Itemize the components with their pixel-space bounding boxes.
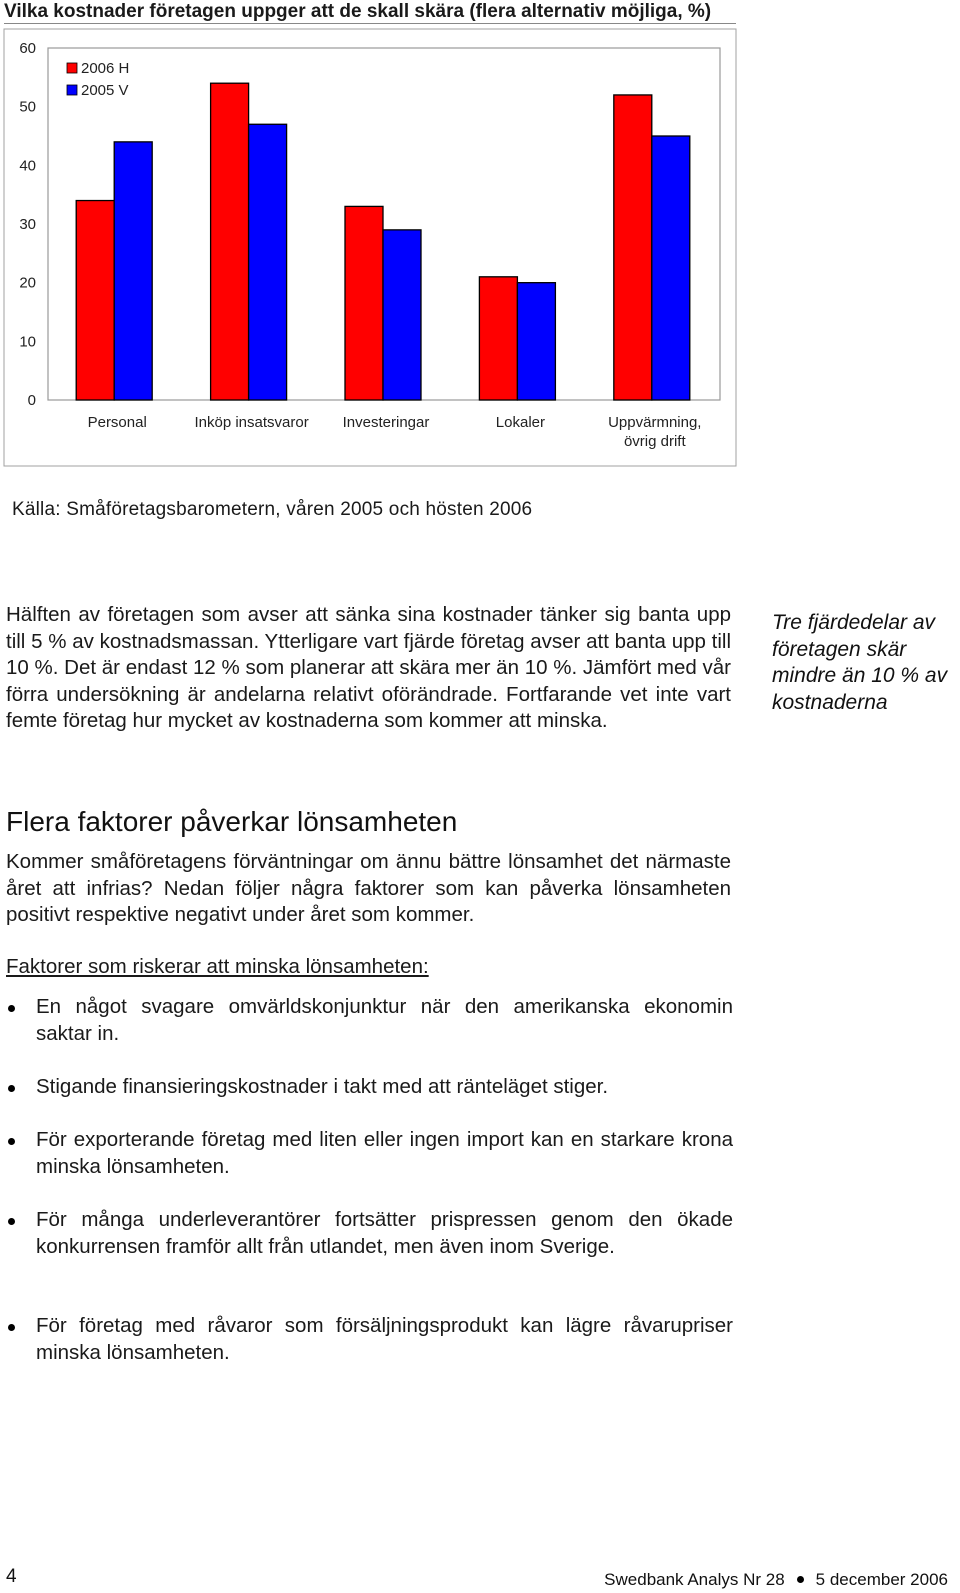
y-tick-label: 10 [19,333,36,351]
bullet-icon [8,1218,15,1225]
page-number: 4 [6,1566,17,1587]
publication-date: 5 december 2006 [815,1570,948,1589]
bar [614,95,652,400]
bar [383,230,421,400]
bullet-icon [8,1085,15,1092]
bar [652,136,690,400]
list-item-text: För många underleverantörer fortsätter prispressen genom den ökade konkurrensen framför allt från utlandet, men även inom Sverige. [36,1208,733,1258]
bullet-icon [8,1005,15,1012]
intro-paragraph: Hälften av företagen som avser att sänka sina kostnader tänker sig banta upp till 5 % av kostnadsmassan. Ytterligare vart fjärde företag avser att banta upp till 10 %. Det är endast 12 % som planerar att skära mer än 10 %. Jämfört med vår förra undersökning är andelarna relativt oförändrade. Fortfarande vet inte vart femte företag hur mycket av kostnaderna som kommer att minska. [6,603,731,733]
bar [114,142,152,400]
x-tick-label: Lokaler [495,414,546,431]
bar [211,83,249,400]
x-tick-label: Investeringar [342,414,430,431]
x-tick-label: Inköp insatsvaror [194,414,309,431]
separator-dot-icon [797,1576,804,1583]
margin-note: Tre fjärdedelar av företagen skär mindre än 10 % av kostnaderna [772,611,948,714]
bar [249,124,287,400]
list-item-text: För exporterande företag med liten eller ingen import kan en starkare krona minska lönsamheten. [36,1128,733,1178]
risk-factors-heading: Faktorer som riskerar att minska lönsamheten: [6,955,429,978]
chart-source: Källa: Småföretagsbarometern, våren 2005 och hösten 2006 [12,499,533,520]
bar [479,277,517,400]
y-tick-label: 50 [19,98,36,116]
bar-chart [0,0,960,470]
legend-swatch [67,63,77,73]
y-tick-label: 0 [27,392,36,409]
list-item [8,994,733,1047]
legend-swatch [67,85,77,95]
chart-title: Vilka kostnader företagen uppger att de skall skära (flera alternativ möjliga, %) [4,1,712,22]
list-item [8,1313,733,1366]
y-tick-label: 20 [19,274,36,292]
list-item-text: En något svagare omvärldskonjunktur när den amerikanska ekonomin saktar in. [36,995,733,1045]
bullet-icon [8,1138,15,1145]
section-heading: Flera faktorer påverkar lönsamheten [6,806,458,837]
list-item [8,1074,733,1101]
list-item-text: För företag med råvaror som försäljningsprodukt kan lägre råvarupriser minska lönsamheten. [36,1314,733,1364]
publication-name: Swedbank Analys Nr 28 [604,1570,785,1589]
legend-label: 2005 V [81,82,129,99]
y-tick-label: 30 [19,216,36,233]
footer-publication [604,1570,948,1590]
legend-label: 2006 H [81,60,130,77]
x-tick-label: Uppvärmning, övrig drift [608,414,702,450]
x-tick-label: Personal [87,414,147,431]
bar [517,283,555,400]
bar [76,201,114,400]
list-item-text: Stigande finansieringskostnader i takt med att ränteläget stiger. [36,1075,609,1098]
bullet-icon [8,1324,15,1331]
section-paragraph: Kommer småföretagens förväntningar om ännu bättre lönsamhet det närmaste året att infrias? Nedan följer några faktorer som kan påverka lönsamheten positivt respektive negativt under året som kommer. [6,850,731,927]
y-tick-label: 60 [19,40,36,57]
bar [345,206,383,400]
list-item [8,1207,733,1260]
y-tick-label: 40 [19,157,36,175]
list-item [8,1127,733,1180]
